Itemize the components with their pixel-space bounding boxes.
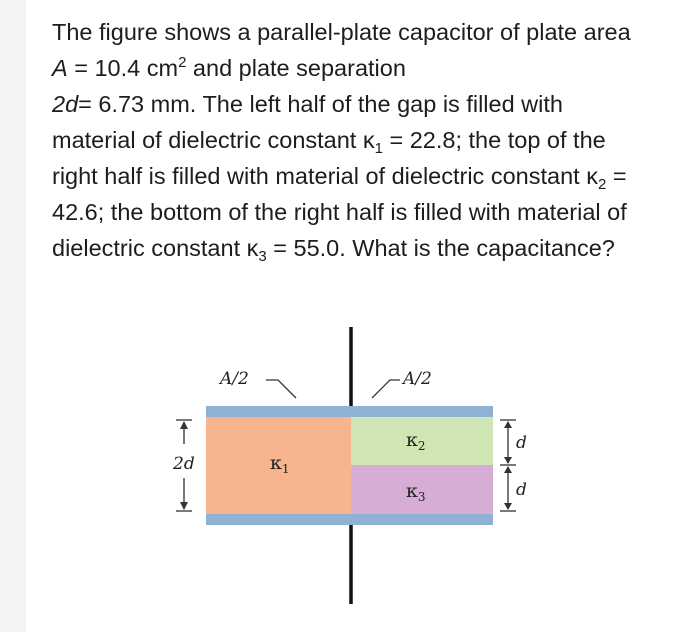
area-variable: A	[52, 55, 68, 81]
k3-label: $\kappa_3$	[406, 480, 426, 504]
problem-part-3: and plate separation	[186, 55, 406, 81]
problem-part-6: = 42.6; the bottom of the right half is filled with material of dielectric constant κ	[52, 163, 627, 261]
left-area-label: A/2	[220, 369, 249, 389]
k3-subscript: 3	[258, 248, 267, 265]
top-d-up-arrow	[504, 421, 512, 428]
problem-part-7: = 55.0. What is the capacitance?	[266, 235, 615, 261]
bottom-d-up-arrow	[504, 466, 512, 473]
right-area-leader	[372, 380, 400, 398]
bottom-d-label: d	[516, 480, 527, 500]
top-plate	[206, 406, 493, 417]
gap-label: 2d	[173, 454, 195, 474]
k1-label: $\kappa_1$	[270, 452, 290, 476]
right-area-label: A/2	[403, 369, 432, 389]
k2-subscript: 2	[597, 176, 607, 193]
k2-label: $\kappa_2$	[406, 429, 426, 453]
gap-dim-up-arrow	[180, 421, 188, 429]
left-area-leader	[266, 380, 296, 398]
separation-variable: 2d	[52, 91, 79, 117]
top-d-label: d	[516, 433, 527, 453]
problem-part-4: = 6.73 mm. The left half of the gap is filled with material of dielectric constant κ	[52, 91, 563, 153]
k1-subscript: 1	[374, 140, 383, 157]
gap-dim-down-arrow	[180, 502, 188, 510]
problem-part-5: = 22.8; the top of the right half is filled with material of dielectric constant κ	[52, 127, 606, 189]
problem-part-2: = 10.4 cm	[67, 55, 179, 81]
problem-part-1: The figure shows a parallel-plate capacitor of plate area	[52, 19, 631, 45]
top-d-down-arrow	[504, 457, 512, 464]
bottom-plate	[206, 514, 493, 525]
area-exponent: 2	[178, 54, 187, 71]
bottom-d-down-arrow	[504, 503, 512, 510]
